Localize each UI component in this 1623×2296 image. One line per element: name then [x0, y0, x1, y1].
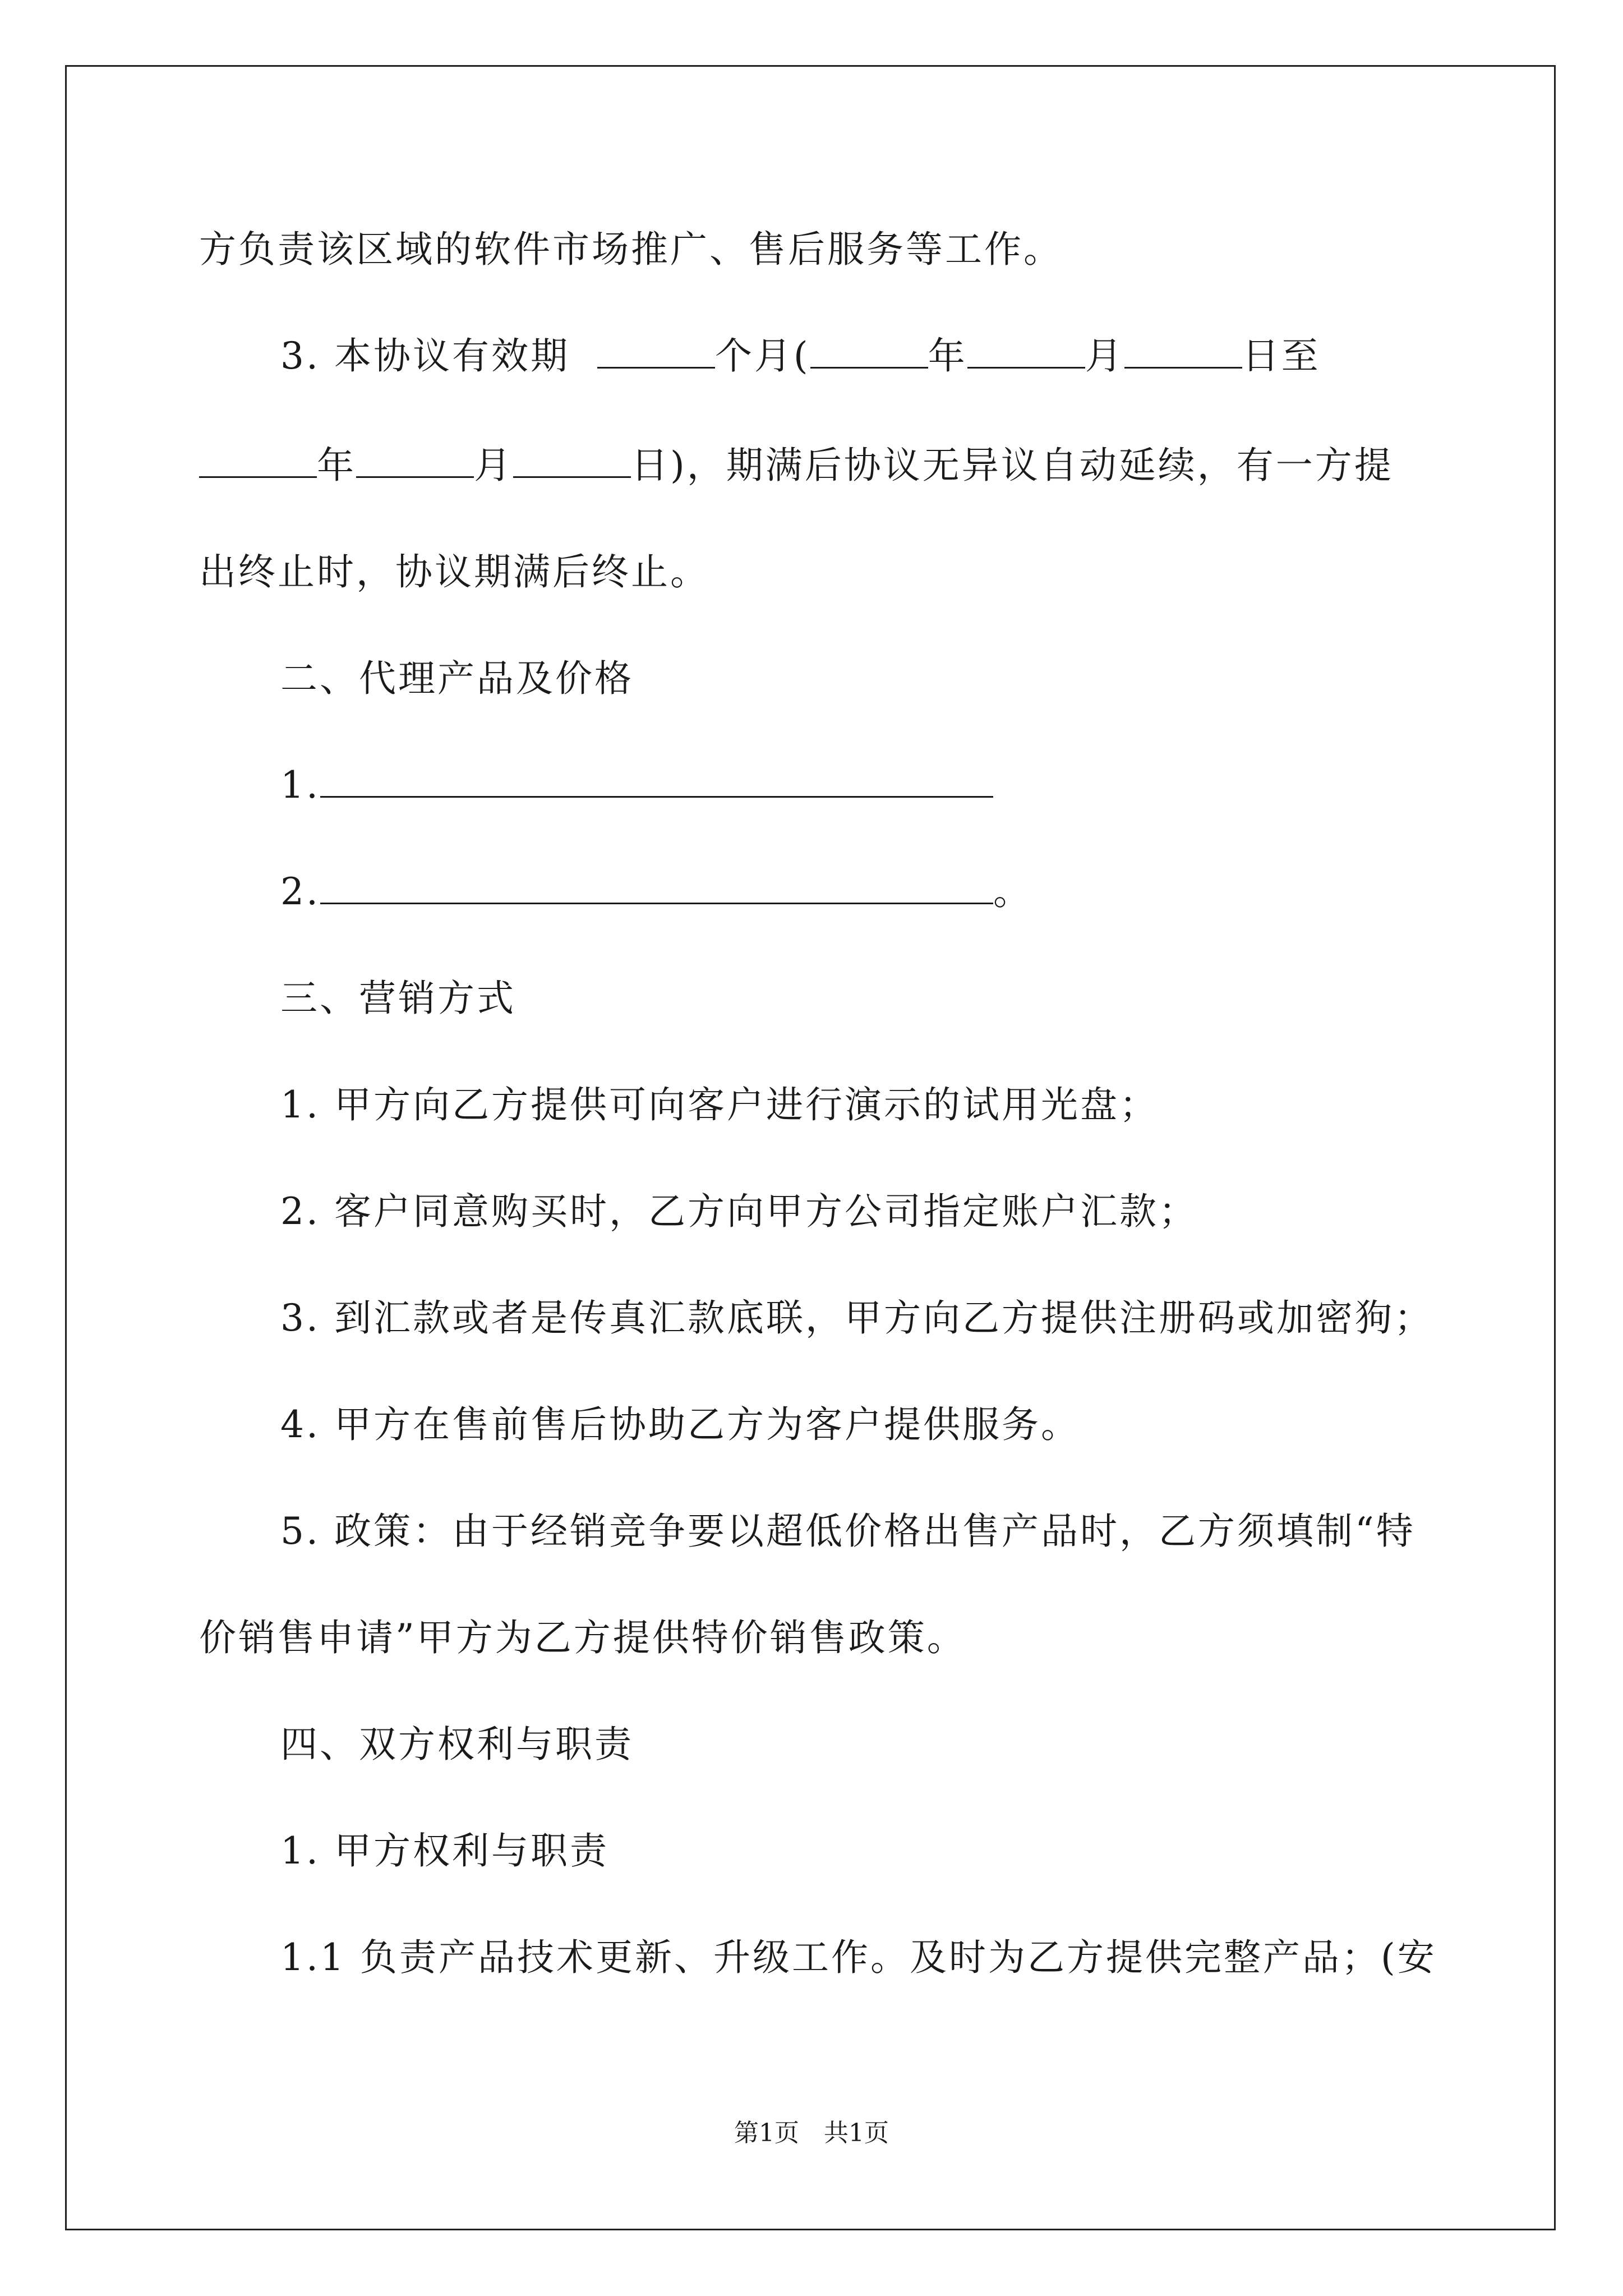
marketing-item: 1. 甲方向乙方提供可向客户进行演示的试用光盘；: [280, 1083, 1159, 1126]
blank-end-day[interactable]: [513, 443, 631, 478]
blank-start-day[interactable]: [1124, 333, 1242, 369]
marketing-item-continued: 价销售申请”甲方为乙方提供特价销售政策。: [199, 1616, 966, 1659]
marketing-item: 4. 甲方在售前售后协助乙方为客户提供服务。: [280, 1403, 1080, 1446]
blank-start-year[interactable]: [810, 333, 928, 369]
item-end-punct: 。: [993, 870, 1032, 913]
term-clause-text: 月: [1085, 334, 1124, 378]
item-number: 1.: [280, 763, 320, 807]
product-item-1: [280, 760, 993, 811]
clause-text: 1.1 负责产品技术更新、升级工作。及时为乙方提供完整产品；(安: [280, 1936, 1437, 1979]
term-clause-text: 月: [474, 444, 513, 487]
subsection-heading: 1. 甲方权利与职责: [280, 1829, 609, 1872]
term-clause-text: 3. 本协议有效期: [280, 334, 584, 378]
marketing-item: 2. 客户同意购买时，乙方向甲方公司指定账户汇款；: [280, 1190, 1198, 1233]
blank-product-2[interactable]: [320, 869, 993, 904]
section-heading-rights: 四、双方权利与职责: [280, 1723, 634, 1766]
term-clause-text: 日)，期满后协议无异议自动延续，有一方提: [631, 444, 1394, 487]
term-clause-text: 个月(: [714, 334, 810, 378]
paragraph-text: 出终止时，协议期满后终止。: [199, 550, 709, 593]
blank-product-1[interactable]: [320, 762, 993, 798]
page-border: [65, 65, 1556, 2230]
term-clause-text: 日至: [1242, 334, 1321, 378]
section-heading-marketing: 三、营销方式: [280, 977, 516, 1020]
page-number: 第1页 共1页: [734, 2119, 889, 2147]
item-number: 2.: [280, 870, 320, 913]
blank-end-month[interactable]: [356, 443, 474, 478]
blank-start-month[interactable]: [967, 333, 1085, 369]
term-clause: [280, 331, 1321, 381]
term-clause-text: 年: [317, 444, 356, 487]
marketing-item: 5. 政策：由于经销竞争要以超低价格出售产品时，乙方须填制“特: [280, 1510, 1415, 1553]
term-clause-text: 年: [928, 334, 967, 378]
product-item-2: [280, 867, 1032, 917]
term-clause-continued: [199, 440, 1394, 491]
blank-end-year[interactable]: [199, 443, 317, 478]
paragraph-continuation: 方负责该区域的软件市场推广、售后服务等工作。: [199, 228, 1063, 271]
blank-months[interactable]: [597, 333, 715, 369]
section-heading-products: 二、代理产品及价格: [280, 657, 634, 700]
marketing-item: 3. 到汇款或者是传真汇款底联，甲方向乙方提供注册码或加密狗；: [280, 1296, 1433, 1340]
